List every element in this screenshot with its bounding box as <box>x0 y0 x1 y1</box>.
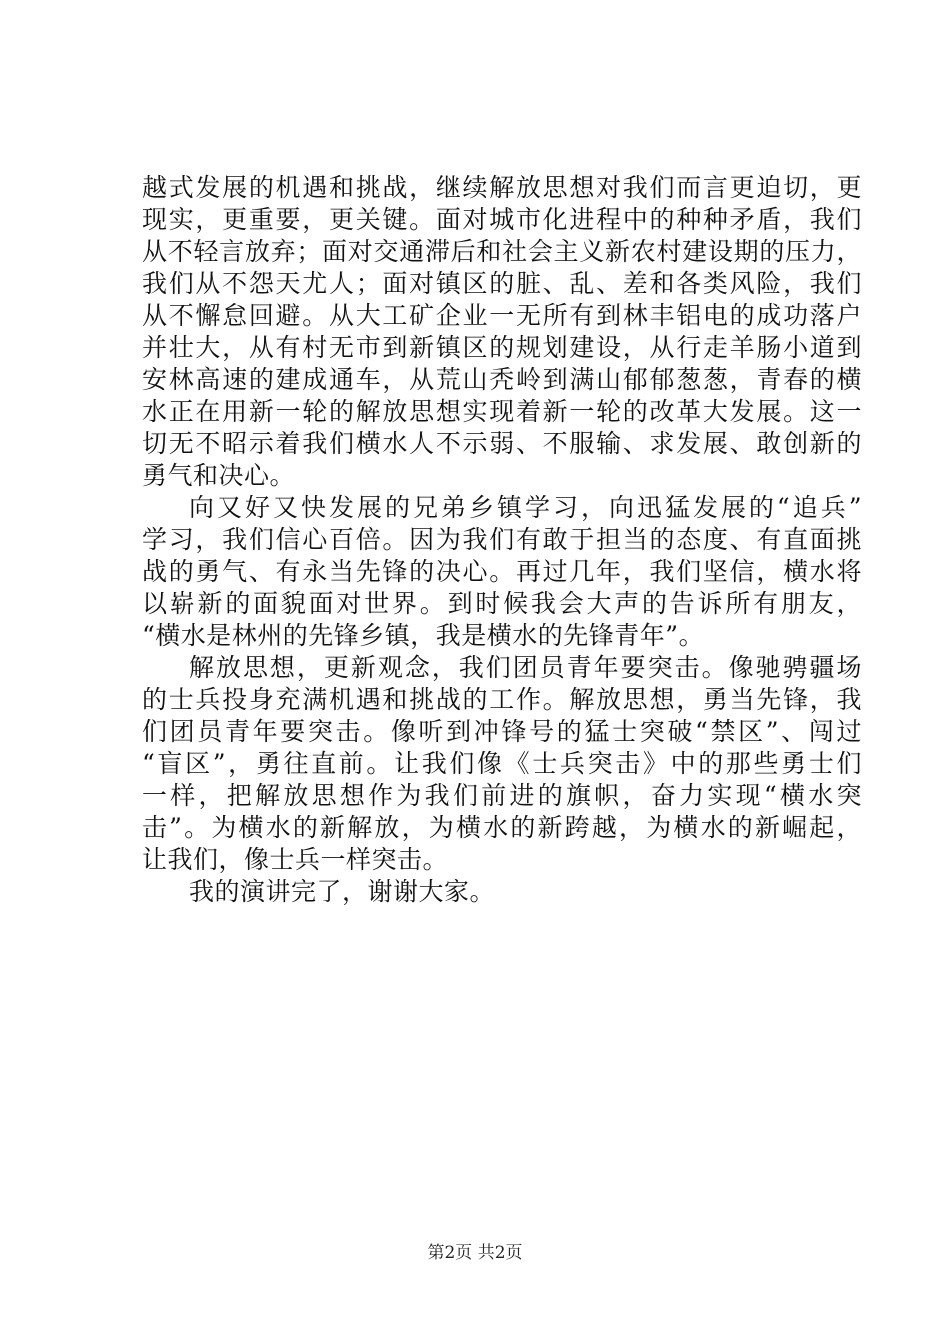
text-line: 战的勇气、有永当先锋的决心。再过几年，我们坚信，横水将 <box>142 557 862 586</box>
text-line: 安林高速的建成通车，从荒山秃岭到满山郁郁葱葱，青春的横 <box>142 365 862 394</box>
text-line: 解放思想，更新观念，我们团员青年要突击。像驰骋疆场 <box>189 653 862 682</box>
text-line: 并壮大，从有村无市到新镇区的规划建设，从行走羊肠小道到 <box>142 333 862 362</box>
text-line: 从不懈怠回避。从大工矿企业一无所有到林丰铝电的成功落户 <box>142 301 862 330</box>
text-line: 学习，我们信心百倍。因为我们有敢于担当的态度、有直面挑 <box>142 525 862 554</box>
text-line: 我们从不怨天尤人；面对镇区的脏、乱、差和各类风险，我们 <box>142 269 862 298</box>
text-line: “盲区”，勇往直前。让我们像《士兵突击》中的那些勇士们 <box>142 749 862 778</box>
text-line: “横水是林州的先锋乡镇，我是横水的先锋青年”。 <box>142 621 705 650</box>
text-line: 让我们，像士兵一样突击。 <box>142 845 449 874</box>
text-line: 向又好又快发展的兄弟乡镇学习，向迅猛发展的“追兵” <box>189 493 862 522</box>
text-line: 现实，更重要，更关键。面对城市化进程中的种种矛盾，我们 <box>142 205 862 234</box>
text-line: 我的演讲完了，谢谢大家。 <box>189 877 496 906</box>
text-line: 的士兵投身充满机遇和挑战的工作。解放思想，勇当先锋，我 <box>142 685 862 714</box>
page-number-footer: 第2页 共2页 <box>427 1243 523 1263</box>
text-line: 勇气和决心。 <box>142 461 296 490</box>
speech-body <box>142 172 862 908</box>
text-line: 一样，把解放思想作为我们前进的旗帜，奋力实现“横水突 <box>142 781 862 810</box>
text-line: 们团员青年要突击。像听到冲锋号的猛士突破“禁区”、闯过 <box>142 717 862 746</box>
text-line: 越式发展的机遇和挑战，继续解放思想对我们而言更迫切，更 <box>142 173 862 202</box>
text-line: 以崭新的面貌面对世界。到时候我会大声的告诉所有朋友， <box>142 589 862 618</box>
text-line: 水正在用新一轮的解放思想实现着新一轮的改革大发展。这一 <box>142 397 862 426</box>
text-line: 击”。为横水的新解放，为横水的新跨越，为横水的新崛起， <box>142 813 862 842</box>
text-line: 切无不昭示着我们横水人不示弱、不服输、求发展、敢创新的 <box>142 429 862 458</box>
text-line: 从不轻言放弃；面对交通滞后和社会主义新农村建设期的压力， <box>142 237 862 266</box>
